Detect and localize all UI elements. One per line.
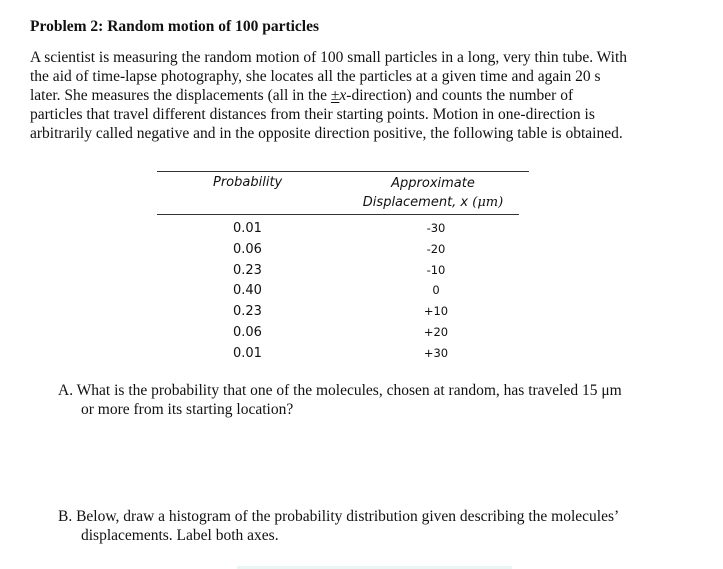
displacement-table	[157, 171, 529, 366]
intro-line: particles that travel different distances from their starting points. Motion in one-direction is	[30, 106, 595, 123]
probability-column	[233, 219, 262, 365]
question-a-line1: A. What is the probability that one of the molecules, chosen at random, has traveled 15 μm	[58, 382, 622, 399]
displacement-cell: -10	[426, 262, 446, 277]
probability-cell: 0.06	[233, 324, 262, 340]
displacement-cell: -20	[426, 241, 446, 256]
table-header-rule	[157, 214, 519, 215]
intro-line: A scientist is measuring the random motion of 100 small particles in a long, very thin tube. With	[30, 49, 628, 66]
probability-cell: 0.23	[233, 262, 262, 278]
question-a	[58, 381, 622, 419]
header-displacement	[347, 174, 519, 212]
displacement-cell: 0	[432, 283, 440, 298]
header-displacement-line2	[347, 193, 519, 212]
plus-minus-symbol: ±	[330, 87, 340, 104]
probability-cell: 0.40	[233, 283, 262, 299]
question-b-line2: displacements. Label both axes.	[81, 527, 279, 544]
header-displacement-line1: Approximate	[391, 176, 475, 191]
probability-cell: 0.06	[233, 241, 262, 257]
question-a-line2: or more from its starting location?	[81, 401, 294, 418]
problem-title: Problem 2: Random motion of 100 particles	[30, 18, 320, 35]
header-probability: Probability	[213, 175, 283, 190]
displacement-cell: -30	[426, 221, 446, 235]
x-variable: x	[339, 87, 347, 104]
table-top-rule	[157, 171, 529, 172]
displacement-column	[407, 219, 465, 365]
displacement-cell: +30	[423, 345, 449, 360]
probability-cell: 0.01	[233, 345, 262, 361]
intro-line: the aid of time-lapse photography, she locates all the particles at a given time and again 20 s	[30, 68, 601, 85]
header-displacement-label: Displacement, x	[362, 195, 473, 210]
header-displacement-unit: (μm)	[472, 195, 504, 210]
intro-line-with-math	[30, 86, 700, 105]
probability-cell: 0.01	[233, 221, 262, 236]
intro-line-part: -direction) and counts the number of	[346, 87, 574, 104]
displacement-cell: +20	[423, 324, 449, 339]
displacement-cell: +10	[423, 304, 449, 319]
problem-intro	[30, 48, 700, 143]
question-b-line1: B. Below, draw a histogram of the probability distribution given describing the molecules’	[58, 508, 620, 525]
intro-line: arbitrarily called negative and in the opposite direction positive, the following table is obtained.	[30, 125, 623, 142]
probability-cell: 0.23	[233, 304, 262, 320]
question-b	[58, 507, 619, 545]
intro-line-part: later. She measures the displacements (all in the	[30, 87, 331, 104]
